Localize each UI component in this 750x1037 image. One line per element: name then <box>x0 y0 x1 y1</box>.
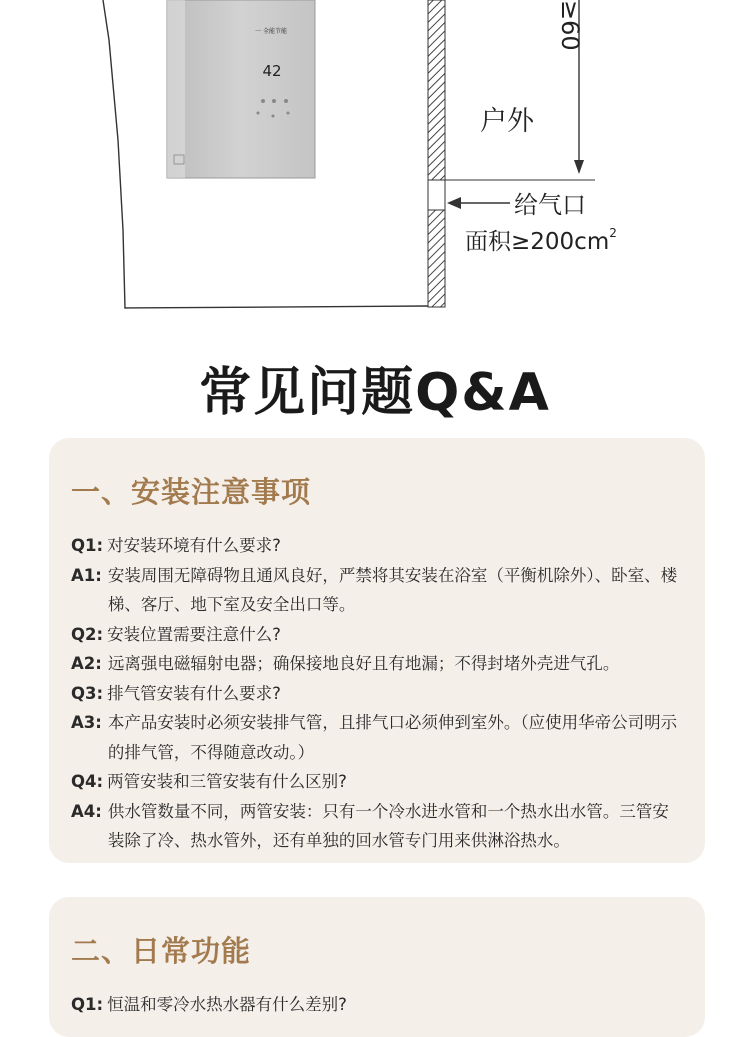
qa-list <box>71 531 683 856</box>
section-card-installation <box>49 438 705 863</box>
outdoor-label: 户外 <box>480 106 534 137</box>
section-card-daily-functions <box>49 897 705 1037</box>
water-heater <box>167 0 315 178</box>
section-title: 一、安装注意事项 <box>71 475 312 509</box>
answer-label: A3: <box>71 713 102 732</box>
question-row <box>71 990 683 1020</box>
air-inlet-area-label: 面积$\ge 200cm^2$ <box>465 226 617 255</box>
installation-diagram <box>0 0 750 320</box>
question-label: Q2: <box>71 624 104 644</box>
question-text: 对安装环境有什么要求? <box>107 536 281 555</box>
question-text: 两管安装和三管安装有什么区别? <box>107 772 347 791</box>
answer-row <box>71 561 683 620</box>
qa-list <box>71 990 683 1020</box>
question-text: 恒温和零冷水热水器有什么差别? <box>107 995 347 1014</box>
answer-row <box>71 797 683 856</box>
heater-temperature-display: 42 <box>262 62 282 80</box>
air-inlet-label: 给气口 <box>514 191 586 219</box>
question-row <box>71 767 683 797</box>
answer-row <box>71 708 683 767</box>
distance-label: ≥60 <box>556 0 584 51</box>
question-text: 排气管安装有什么要求? <box>107 683 281 703</box>
section-title: 二、日常功能 <box>71 934 252 968</box>
question-label: Q4: <box>71 772 104 791</box>
question-text: 安装位置需要注意什么? <box>107 624 281 644</box>
question-row <box>71 531 683 561</box>
heater-brand-text: 一 全能节能 <box>255 28 287 35</box>
question-row <box>71 679 683 709</box>
answer-label: A1: <box>71 565 102 585</box>
distance-dimension <box>445 0 595 180</box>
answer-text: 安装周围无障碍物且通风良好，严禁将其安装在浴室（平衡机除外）、卧室、楼梯、客厅、地下室及安全出口等。 <box>107 565 678 614</box>
answer-text: 供水管数量不同，两管安装：只有一个冷水进水管和一个热水出水管。三管安装除了冷、热水管外，还有单独的回水管专门用来供淋浴热水。 <box>107 801 669 850</box>
answer-text: 本产品安装时必须安装排气管，且排气口必须伸到室外。（应使用华帝公司明示的排气管，不得随意改动。） <box>107 713 678 762</box>
air-inlet-pointer <box>447 197 510 209</box>
answer-label: A4: <box>71 801 102 821</box>
answer-row <box>71 649 683 679</box>
answer-text: 远离强电磁辐射电器；确保接地良好且有地漏；不得封堵外壳进气孔。 <box>107 654 620 673</box>
question-label: Q1: <box>71 995 104 1014</box>
question-row <box>71 620 683 650</box>
question-label: Q1: <box>71 536 104 555</box>
exterior-wall <box>428 0 445 307</box>
question-label: Q3: <box>71 683 104 703</box>
qa-title: 常见问题Q&A <box>199 363 551 423</box>
answer-label: A2: <box>71 654 102 673</box>
